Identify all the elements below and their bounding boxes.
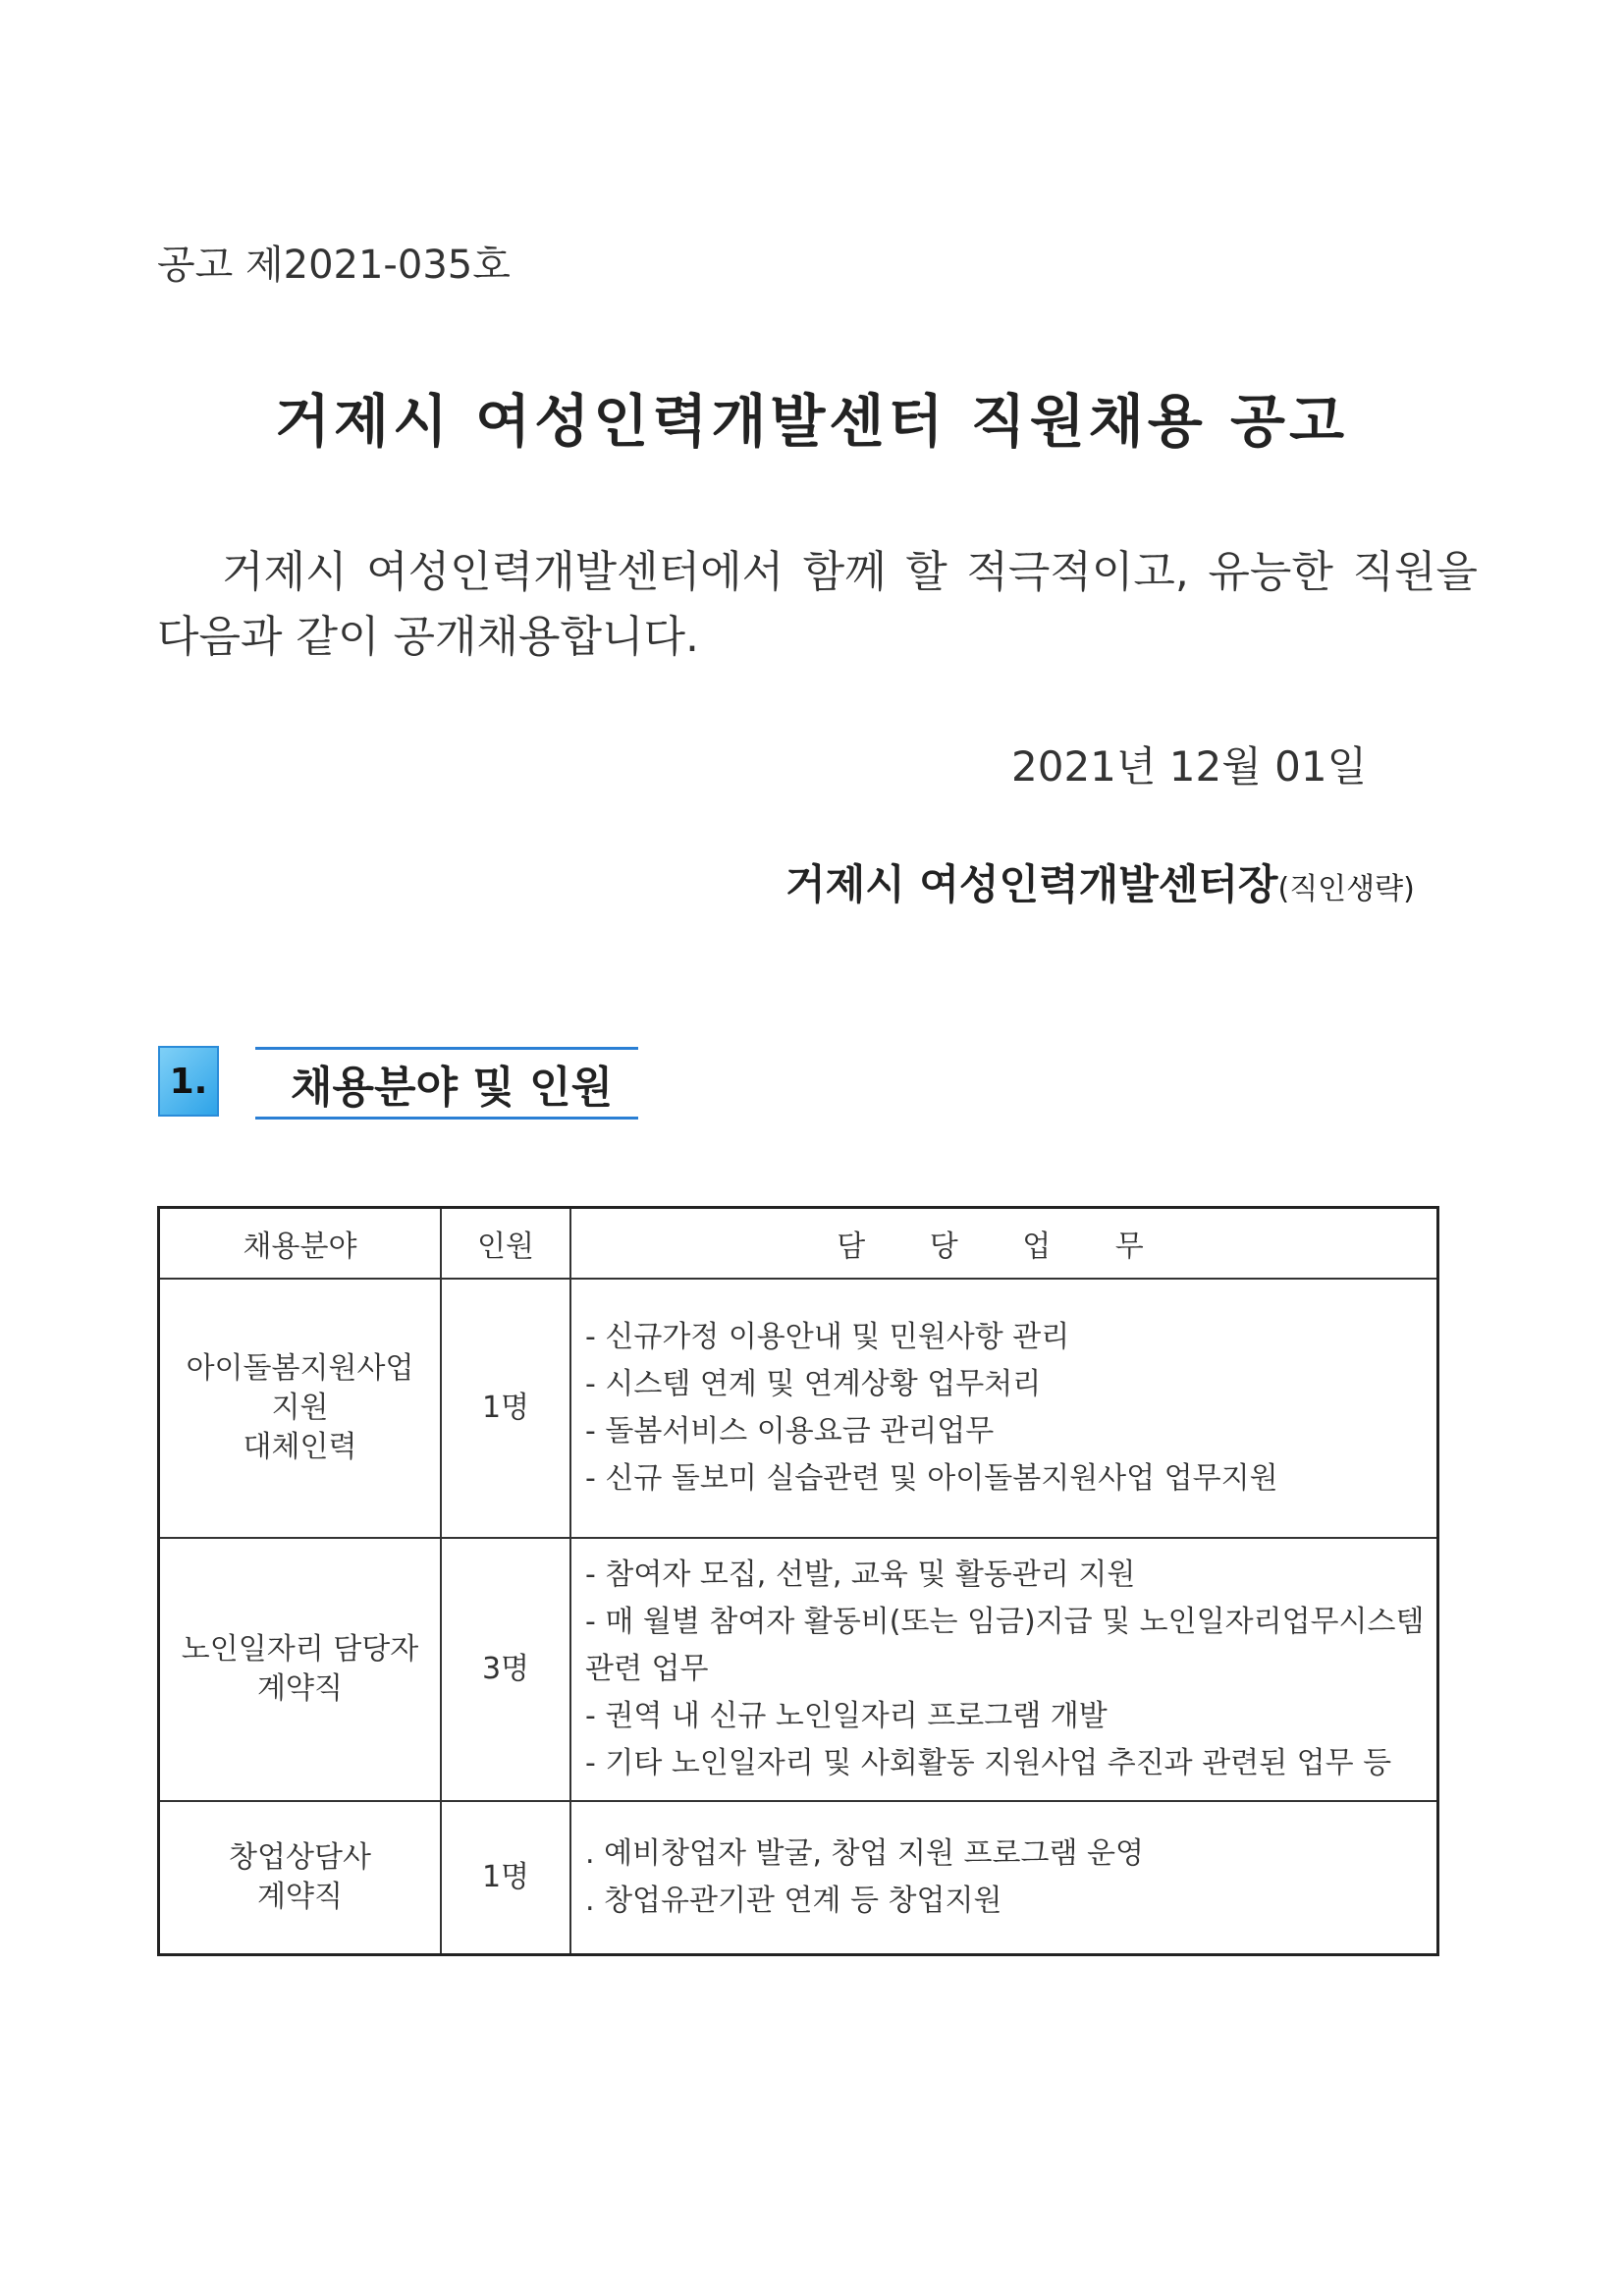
- recruitment-table: [157, 1206, 1439, 1956]
- table-row: [159, 1801, 1438, 1955]
- duties-cell: [570, 1801, 1438, 1955]
- header-count: 인원: [441, 1208, 570, 1280]
- notice-number: 공고 제2021-035호: [157, 243, 511, 288]
- field-line: 계약직: [257, 1880, 343, 1914]
- duty-item: - 시스템 연계 및 연계상황 업무처리: [585, 1367, 1042, 1401]
- intro-paragraph: [157, 540, 1478, 670]
- seal-note: (직인생략): [1277, 872, 1415, 906]
- section-title: 채용분야 및 인원: [255, 1047, 638, 1120]
- section-number-badge: 1.: [158, 1046, 219, 1117]
- duty-item: - 권역 내 신규 노인일자리 프로그램 개발: [585, 1699, 1108, 1733]
- duty-item: - 매 월별 참여자 활동비(또는 임금)지급 및 노인일자리업무시스템 관련 업무: [585, 1605, 1425, 1686]
- issuer: [785, 852, 1415, 911]
- count-cell: 1명: [441, 1279, 570, 1538]
- field-cell: [159, 1538, 442, 1801]
- duty-item: - 신규 돌보미 실습관련 및 아이돌봄지원사업 업무지원: [585, 1461, 1278, 1496]
- duties-cell: [570, 1279, 1438, 1538]
- duties-cell: [570, 1538, 1438, 1801]
- issuer-name: 거제시 여성인력개발센터장: [785, 860, 1278, 908]
- count-cell: 1명: [441, 1801, 570, 1955]
- field-cell: [159, 1279, 442, 1538]
- field-line: 계약직: [257, 1671, 343, 1706]
- header-field: 채용분야: [159, 1208, 442, 1280]
- duty-item: - 참여자 모집, 선발, 교육 및 활동관리 지원: [585, 1558, 1136, 1592]
- table-header-row: [159, 1208, 1438, 1280]
- table-row: [159, 1279, 1438, 1538]
- field-cell: [159, 1801, 442, 1955]
- duty-item: - 기타 노인일자리 및 사회활동 지원사업 추진과 관련된 업무 등: [585, 1746, 1392, 1780]
- notice-date: 2021년 12월 01일: [1011, 742, 1368, 791]
- field-line: 창업상담사: [229, 1840, 371, 1875]
- table-row: [159, 1538, 1438, 1801]
- duty-item: - 돌봄서비스 이용요금 관리업무: [585, 1414, 995, 1449]
- field-line: 아이돌봄지원사업: [186, 1351, 414, 1386]
- count-cell: 3명: [441, 1538, 570, 1801]
- duty-item: - 신규가정 이용안내 및 민원사항 관리: [585, 1320, 1070, 1354]
- duty-item: . 창업유관기관 연계 등 창업지원: [585, 1884, 1002, 1918]
- header-duties: 담 당 업 무: [570, 1208, 1438, 1280]
- field-line: 대체인력: [243, 1430, 357, 1464]
- field-line: 노인일자리 담당자: [181, 1632, 419, 1667]
- document-title: 거제시 여성인력개발센터 직원채용 공고: [274, 388, 1349, 455]
- field-line: 지원: [271, 1391, 329, 1425]
- intro-text: 거제시 여성인력개발센터에서 함께 할 적극적이고, 유능한 직원을 다음과 같이 공개채용합니다.: [157, 547, 1478, 662]
- duty-item: . 예비창업자 발굴, 창업 지원 프로그램 운영: [585, 1836, 1144, 1871]
